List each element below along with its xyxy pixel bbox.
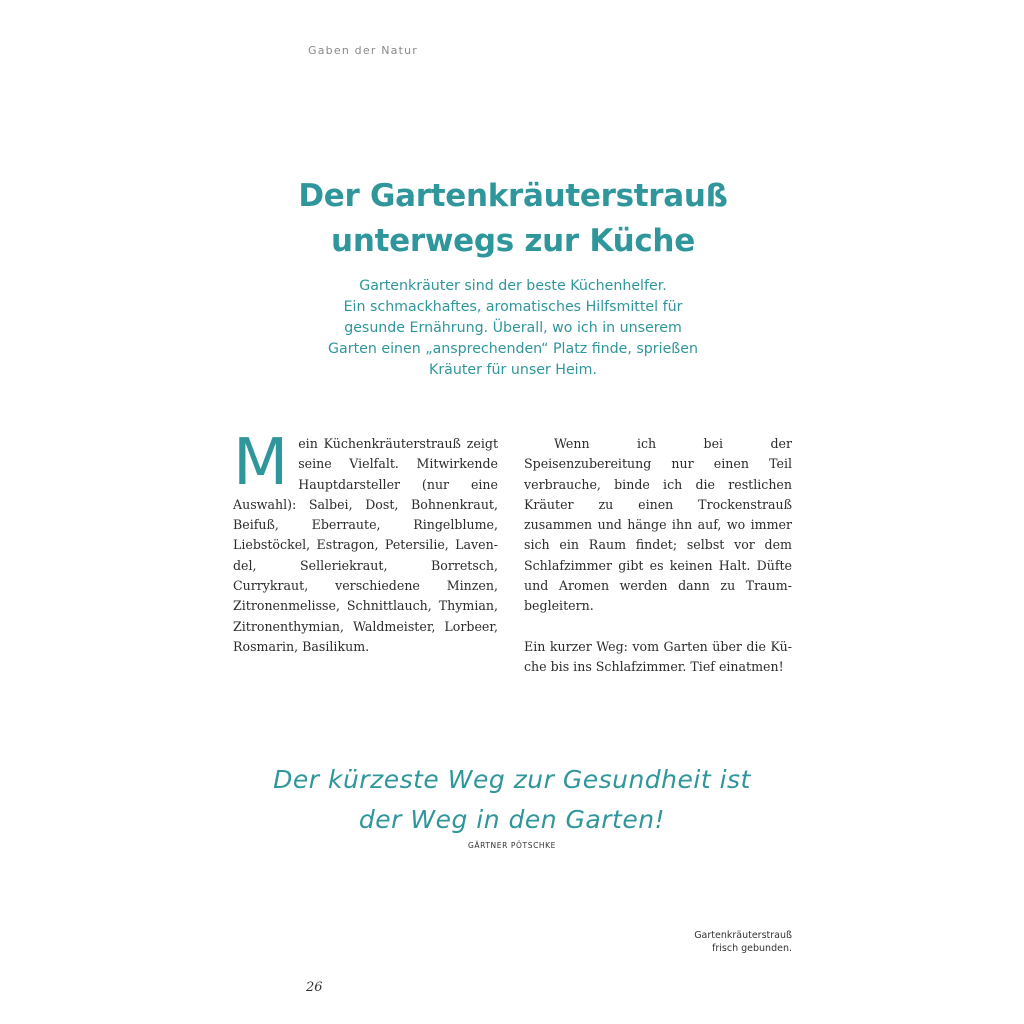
image-caption [694, 929, 792, 955]
intro-line: Kräuter für unser Heim. [429, 362, 597, 378]
quote-author: GÄRTNER PÖTSCHKE [467, 841, 557, 850]
body-column-right [524, 434, 792, 677]
body-paragraph: ein Küchenkräuterstrauß zeigt seine Vielfalt. Mitwirkende Hauptdarsteller (nur eine Auswahl): Salbei, Dost, Bohnenkraut, Beifuß, Eberraute, Ringelblume, Liebstöckel, Estragon, Petersilie, Lavendel, Selleriekraut, Borretsch, Currykraut, verschiedene Minzen, Zitronenmelisse, Schnittlauch, Thymian, Zitronenthymian, Waldmeister, Lorbeer, Rosmarin, Basilikum. [233, 436, 498, 654]
page-number: 26 [306, 980, 323, 995]
intro-line: gesunde Ernährung. Überall, wo ich in unserem [344, 320, 682, 336]
pull-quote-line: der Weg in den Garten! [358, 805, 666, 834]
chapter-title [230, 174, 796, 264]
body-paragraph: Ein kurzer Weg: vom Garten über die Küche bis ins Schlafzimmer. Tief einatmen! [524, 638, 792, 674]
body-column-left [233, 426, 498, 657]
intro-line: Gartenkräuter sind der beste Küchenhelfer. [359, 278, 667, 294]
intro-paragraph [300, 276, 726, 381]
caption-line: frisch gebunden. [712, 943, 792, 954]
intro-line: Garten einen „ansprechenden“ Platz finde, sprießen [328, 341, 698, 357]
chapter-title-line: Der Gartenkräuterstrauß [298, 178, 728, 214]
chapter-title-line: unterwegs zur Küche [331, 223, 695, 259]
pull-quote-line: Der kürzeste Weg zur Gesundheit ist [273, 765, 751, 794]
pull-quote [240, 760, 784, 840]
drop-cap: M [233, 426, 289, 500]
caption-line: Gartenkräuterstrauß [694, 930, 792, 941]
intro-line: Ein schmackhaftes, aromatisches Hilfsmittel für [343, 299, 683, 315]
running-head: Gaben der Natur [308, 44, 419, 57]
body-paragraph: Wenn ich bei der Speisenzubereitung nur einen Teil verbrauche, binde ich die restlichen Kräuter zu einen Trockenstrauß zusammen und hänge ihn auf, wo immer sich ein Raum findet; selbst vor dem Schlafzimmer gibt es keinen Halt. Düfte und Aromen werden dann zu Traumbegleitern. [524, 436, 792, 614]
